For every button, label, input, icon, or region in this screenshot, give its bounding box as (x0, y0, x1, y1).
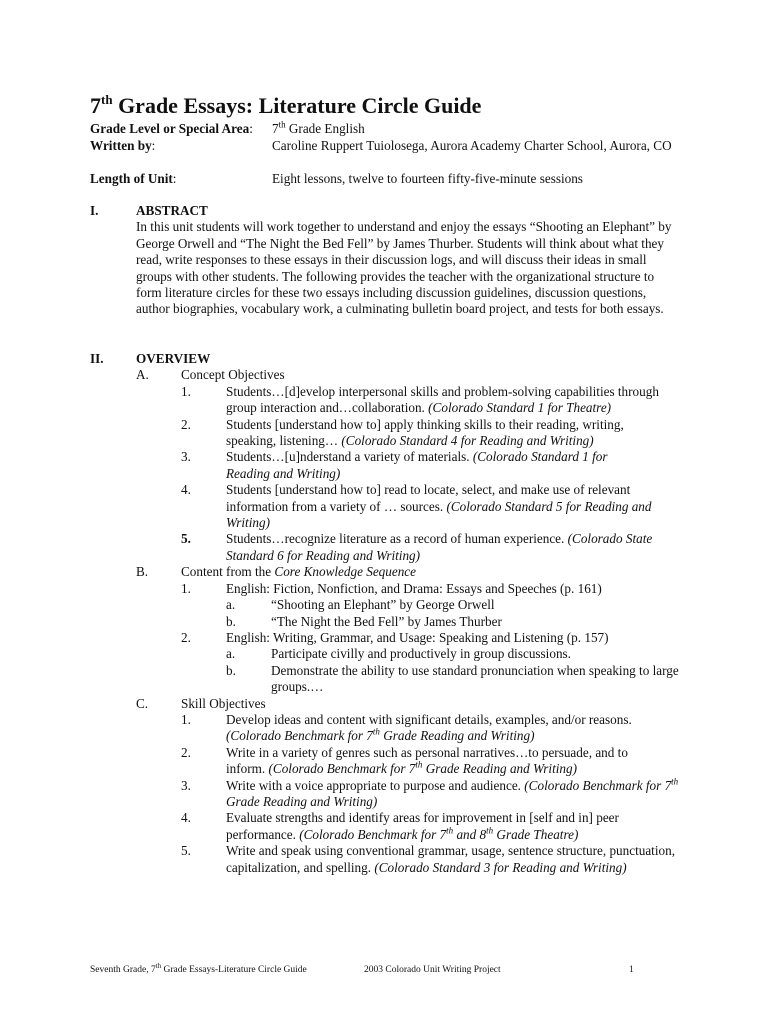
content-item-1a: a. “Shooting an Elephant” by George Orwell (226, 597, 495, 613)
grade-value: 7th Grade English (272, 119, 365, 136)
author-value: Caroline Ruppert Tuiolosega, Aurora Academy Charter School, Aurora, CO (272, 137, 672, 153)
length-value: Eight lessons, twelve to fourteen fifty-five-minute sessions (272, 170, 583, 186)
content-item-1b: b. “The Night the Bed Fell” by James Thurber (226, 613, 502, 629)
content-item-2: 2. English: Writing, Grammar, and Usage: Speaking and Listening (p. 157) (181, 629, 609, 645)
concept-objective-1: 1. Students…[d]evelop interpersonal skills and problem-solving capabilities through group interaction and…collaboration. (Colorado Standard 1 for Theatre) (181, 383, 659, 416)
subsection-b-label: B. (136, 564, 149, 580)
subsection-c (90, 696, 690, 712)
content-item-2a: a. Participate civilly and productively in group discussions. (226, 646, 571, 662)
length-label: Length of Unit: (90, 170, 177, 186)
concept-objective-4: 4. Students [understand how to] read to locate, select, and make use of relevant information from a variety of … sources. (Colorado Standard 5 for Reading and Writing) (181, 482, 652, 531)
skill-objective-2: 2. Write in a variety of genres such as personal narratives…to persuade, and to inform. (Colorado Benchmark for 7th Grade Reading and Writing) (181, 744, 628, 777)
concept-objective-3: 3. Students…[u]nderstand a variety of materials. (Colorado Standard 1 for Reading and Writing) (181, 449, 608, 481)
subsection-a (90, 367, 690, 383)
grade-label: Grade Level or Special Area: (90, 121, 253, 136)
abstract-heading: ABSTRACT (136, 203, 208, 218)
skill-objective-5: 5. Write and speak using conventional grammar, usage, sentence structure, punctuation, capitalization, and spelling. (Colorado Standard 3 for Reading and Writing) (181, 843, 675, 875)
content-item-2b: b. Demonstrate the ability to use standard pronunciation when speaking to large groups.… (226, 662, 679, 695)
subsection-b (90, 564, 690, 580)
subsection-c-title: Skill Objectives (181, 695, 266, 711)
footer-project: 2003 Colorado Unit Writing Project (364, 965, 501, 975)
overview-heading: OVERVIEW (136, 351, 211, 366)
subsection-b-title: Content from the Core Knowledge Sequence (181, 564, 417, 580)
skill-objective-4: 4. Evaluate strengths and identify areas for improvement in [self and in] peer performance. (Colorado Benchmark for 7th and 8th Grade Theatre) (181, 810, 619, 842)
concept-objective-5: 5. Students…recognize literature as a record of human experience. (Colorado State Standard 6 for Reading and Writing) (181, 531, 653, 563)
subsection-c-label: C. (136, 695, 149, 711)
title-ordinal: 7 (90, 93, 101, 118)
document-title (90, 91, 481, 121)
skill-objective-1: 1. Develop ideas and content with significant details, examples, and/or reasons. (Colorado Benchmark for 7th Grade Reading and Writing) (181, 711, 632, 744)
author-label: Written by: (90, 137, 156, 153)
concept-objective-2: 2. Students [understand how to] apply thinking skills to their reading, writing, speaking, listening… (Colorado Standard 4 for Reading and Writing) (181, 416, 624, 449)
skill-objective-3: 3. Write with a voice appropriate to purpose and audience. (Colorado Benchmark for 7th Grade Reading and Writing) (181, 776, 679, 809)
subsection-a-label: A. (136, 367, 149, 383)
subsection-a-title: Concept Objectives (181, 367, 285, 383)
abstract-text: In this unit students will work together to understand and enjoy the essays “Shooting an Elephant” by George Orwell and “The Night the Bed Fell” by James Thurber. Students will think about what they read, write responses to these essays in their discussion logs, and will discuss their ideas in small groups with other students. The following provides the teacher with the organizational structure to form literature circles for these two essays including discussion guidelines, discussion questions, author biographies, vocabulary work, a culminating bulletin board project, and tests for both essays. (136, 219, 672, 317)
overview-section (90, 351, 690, 876)
footer-page-number: 1 (629, 965, 634, 975)
title-ordinal-suffix: th (101, 91, 113, 107)
footer-unit-title: Seventh Grade, 7th Grade Essays-Literature Circle Guide (90, 961, 307, 975)
content-item-1: 1. English: Fiction, Nonfiction, and Drama: Essays and Speeches (p. 161) (181, 580, 602, 596)
overview-number: II. (90, 351, 104, 366)
title-text: Grade Essays: Literature Circle Guide (118, 93, 482, 118)
abstract-section (90, 203, 690, 343)
abstract-number: I. (90, 203, 99, 218)
